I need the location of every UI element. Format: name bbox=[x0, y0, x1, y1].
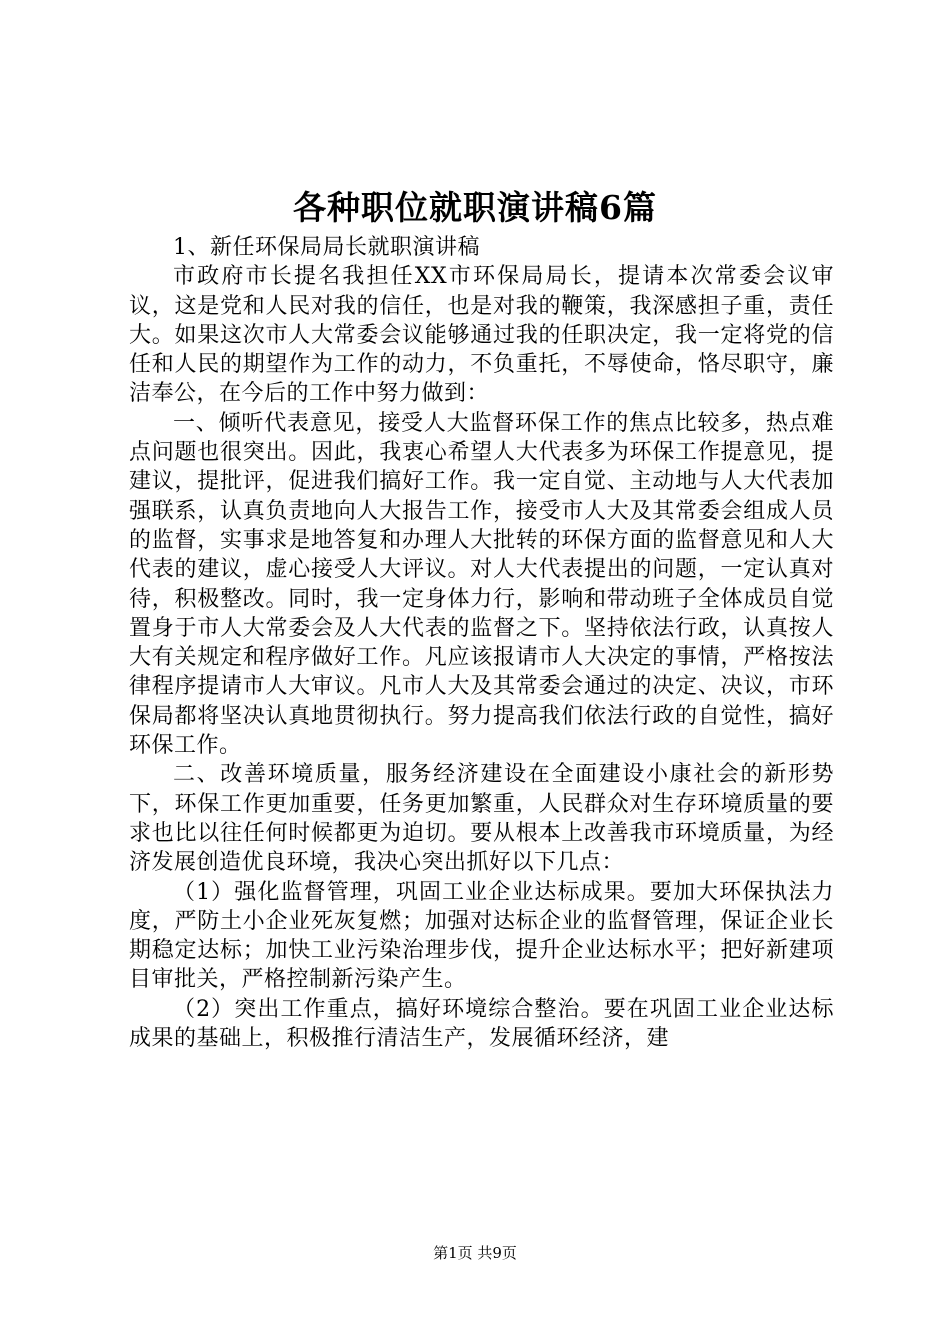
paragraph: 二、改善环境质量，服务经济建设在全面建设小康社会的新形势下，环保工作更加重要，任务更加繁重，人民群众对生存环境质量的要求也比以往任何时候都更为迫切。要从根本上改善我市环境质量，为经济发展创造优良环境，我决心突出抓好以下几点： bbox=[129, 762, 834, 876]
section-heading: 1、新任环保局局长就职演讲稿 bbox=[173, 235, 480, 260]
paragraph: （2）突出工作重点，搞好环境综合整治。要在巩固工业企业达标成果的基础上，积极推行清洁生产，发展循环经济，建 bbox=[129, 996, 834, 1052]
paragraph: （1）强化监督管理，巩固工业企业达标成果。要加大环保执法力度，严防土小企业死灰复燃；加强对达标企业的监督管理，保证企业长期稳定达标；加快工业污染治理步伐，提升企业达标水平；把好新建项目审批关，严格控制新污染产生。 bbox=[129, 879, 834, 993]
document-body bbox=[129, 233, 834, 1053]
paragraph: 市政府市长提名我担任XX市环保局局长，提请本次常委会议审议，这是党和人民对我的信任，也是对我的鞭策，我深感担子重，责任大。如果这次市人大常委会议能够通过我的任职决定，我一定将党的信任和人民的期望作为工作的动力，不负重托，不辱使命，恪尽职守，廉洁奉公，在今后的工作中努力做到： bbox=[129, 264, 834, 407]
document-title: 各种职位就职演讲稿6篇 bbox=[293, 188, 657, 227]
paragraph: 一、倾听代表意见，接受人大监督环保工作的焦点比较多，热点难点问题也很突出。因此，我衷心希望人大代表多为环保工作提意见，提建议，提批评，促进我们搞好工作。我一定自觉、主动地与人大代表加强联系，认真负责地向人大报告工作，接受市人大及其常委会组成人员的监督，实事求是地答复和办理人大批转的环保方面的监督意见和人大代表的建议，虚心接受人大评议。对人大代表提出的问题，一定认真对待，积极整改。同时，我一定身体力行，影响和带动班子全体成员自觉置身于市人大常委会及人大代表的监督之下。坚持依法行政，认真按人大有关规定和程序做好工作。凡应该报请市人大决定的事情，严格按法律程序提请市人大审议。凡市人大及其常委会通过的决定、决议，市环保局都将坚决认真地贯彻执行。努力提高我们依法行政的自觉性，搞好环保工作。 bbox=[129, 410, 834, 759]
page-footer: 第1页 共9页 bbox=[433, 1244, 517, 1262]
